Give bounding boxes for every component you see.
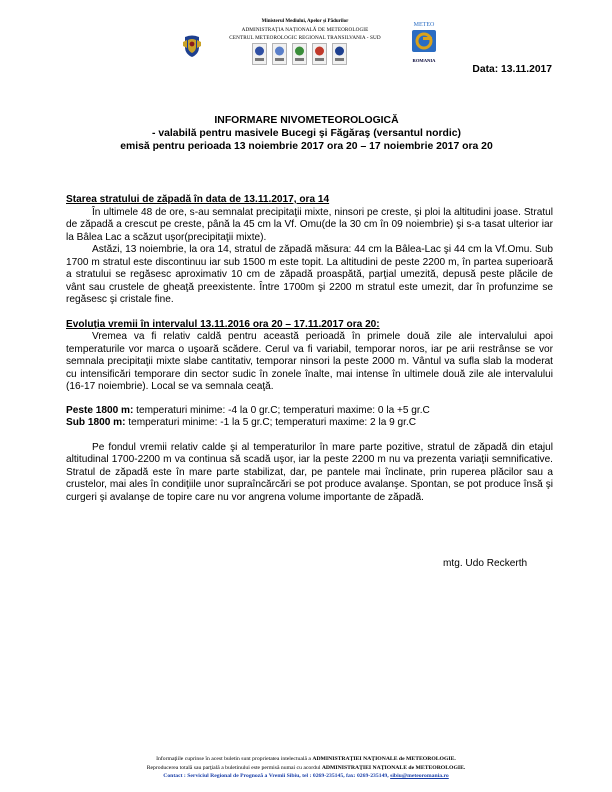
forecaster-signature: mtg. Udo Reckerth [443,558,528,569]
quality-logo-icon [272,43,287,65]
temperature-above-text: temperaturi minime: -4 la 0 gr.C; temperaturi maxime: 0 la +5 gr.C [133,404,430,416]
footer-line-1-org: ADMINISTRAŢIEI NAŢIONALE de METEOROLOGIE. [312,756,456,762]
temperature-below-text: temperaturi minime: -1 la 5 gr.C; temperaturi maxime: 2 la 9 gr.C [125,417,417,428]
weather-paragraph: Vremea va fi relativ caldă pentru această perioadă în primele două zile ale intervalului apoi temperaturile vor marca o uşoară scădere. Cerul va fi variabil, temporar noros, iar pe arii restrânse se vor semnala precipitaţii mixte slabe cantitativ, temporar ninsori la peste 2000 m. Vântul va sufla slab la moderat cu intensificări temporare din sector sudic în zonele înalte, mai intense în ultimele două zile ale intervalului (16-17 noiembrie). Local se va semnala ceaţă. [66,331,553,392]
temperature-above-label: Peste 1800 m: [66,404,134,416]
title-line-1: INFORMARE NIVOMETEOROLOGICĂ [214,115,399,126]
meteo-globe-icon [411,29,437,53]
iso-logo-icon [332,43,347,65]
agency-name: ADMINISTRAȚIA NAȚIONALĂ DE METEOROLOGIE [241,27,369,33]
meteo-romania-logo [405,22,443,68]
center-name: CENTRUL METEOROLOGIC REGIONAL TRANSILVANIA - SUD [229,35,381,41]
footer-contact-text: Contact : Serviciul Regional de Prognoză a Vremii Sibiu, tel : 0269-235145, fax: 0269-235149, [163,773,391,779]
title-line-2: - valabilă pentru masivele Bucegi şi Făgăraş (versantul nordic) [152,128,461,139]
footer-disclaimer [40,755,572,781]
temperature-above-1800 [66,405,553,418]
snow-state-paragraph-2: Astăzi, 13 noiembrie, la ora 14, stratul de zăpadă măsura: 44 cm la Bâlea-Lac şi 44 cm la Vf.Omu. Sub 1700 m stratul este discontinuu iar sub 1500 m este topit. La altitudini de peste 2200 m, în partea superioară a stratului se regăsesc aproximativ 10 cm de zăpadă proaspătă, parţial umezită, depusă peste plăcile de vânt sau crustele de gheaţă preexistente. Între 1700m şi 2200 m stratul este umezit, dar în profunzime se regăsesc şi cristale fine. [66,244,553,305]
certification-logo-icon [252,43,267,65]
snow-state-paragraph-1: În ultimele 48 de ore, s-au semnalat precipitaţii mixte, ninsori pe creste, şi ploi la altitudini joase. Stratul de zăpadă a crescut pe creste, până la 45 cm la Vf. Omu(de la 30 cm în 09 noiembrie) şi s-a tasat ulterior iar la Bâlea Lac a scăzut uşor(precipitaţii mixte). [66,206,553,243]
avalanche-risk-paragraph: Pe fondul vremii relativ calde şi al temperaturilor în mare parte pozitive, stratul de zăpadă din etajul altitudinal 1700-2200 m va continua să scadă uşor, iar la peste 2200 m nu va prezenta variaţii semnificative. Stratul de zăpadă este în mare parte stabilizat, dar, pe pantele mai înclinate, prin ruperea plăcilor sau a crustelor, mai ales în condiţiile unor supraîncărcări se pot produce avalanşe. Spontan, se pot produce însă şi curgeri şi avalanşe de topire care nu vor angrena volume importante de zăpadă. [66,441,553,503]
bulletin-date: Data: 13.11.2017 [472,64,552,75]
footer-line-1-prefix: Informaţiile cuprinse în acest buletin sunt proprietatea intelectuală a [156,756,313,762]
bulletin-body [66,194,553,504]
environment-logo-icon [292,43,307,65]
bulletin-title [60,114,553,153]
snow-state-heading: Starea stratului de zăpadă în data de 13.11.2017, ora 14 [66,194,330,205]
meteo-logo-text: METEO [413,22,435,28]
service-logos [252,43,362,65]
weather-heading: Evoluţia vremii în intervalul 13.11.2016 ora 20 – 17.11.2017 ora 20: [66,318,380,330]
footer-line-1 [40,755,572,764]
meteo-logo-country: ROMANIA [412,58,436,63]
institution-header [205,18,405,42]
footer-contact-email-link[interactable]: sibiu@meteoromania.ro [390,773,449,779]
temperature-below-1800 [66,417,553,430]
temperature-below-label: Sub 1800 m: [66,417,126,428]
coat-of-arms-icon [182,34,202,58]
safety-logo-icon [312,43,327,65]
footer-line-2-prefix: Reproducerea totală sau parţială a buletinului este permisă numai cu acordul [146,764,322,771]
ministry-name: Ministerul Mediului, Apelor și Pădurilor [261,19,349,24]
footer-contact [40,772,572,781]
footer-line-2-org: ADMINISTRAŢIEI NAŢIONALE de METEOROLOGIE. [321,764,466,771]
title-line-3: emisă pentru perioada 13 noiembrie 2017 ora 20 – 17 noiembrie 2017 ora 20 [120,141,493,152]
footer-line-2 [40,764,572,773]
